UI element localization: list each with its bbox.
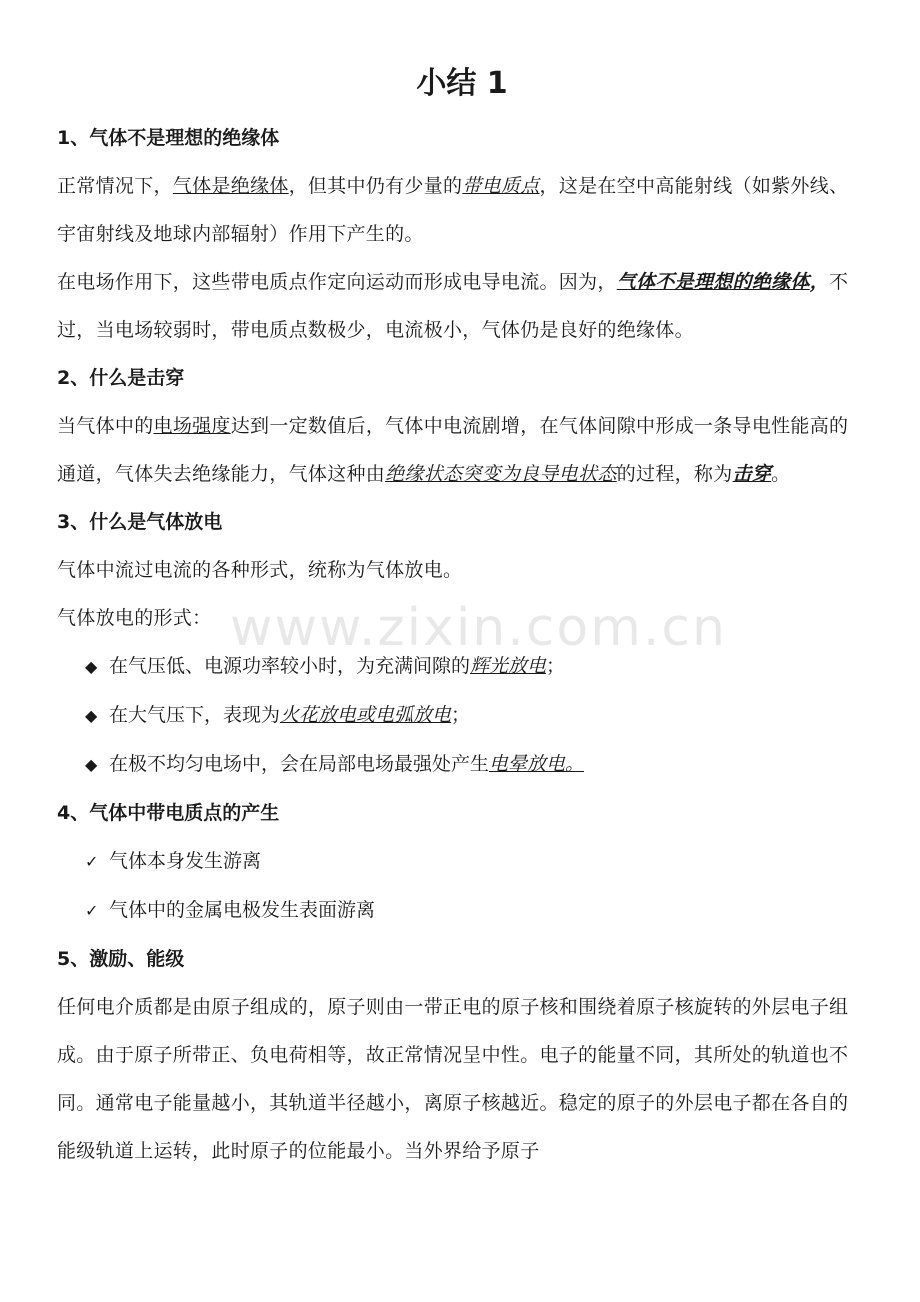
text-run: 气体中的金属电极发生表面游离 bbox=[109, 899, 376, 921]
text-run: 不过，当电场较弱时，带电质点数极少，电流极小，气体仍是良好的绝缘体。 bbox=[57, 271, 849, 341]
text-run: ； bbox=[451, 704, 471, 726]
discharge-forms-list bbox=[57, 642, 867, 789]
emphasized-term: 电晕放电。 bbox=[489, 753, 585, 775]
underlined-term: 气体是绝缘体 bbox=[172, 175, 289, 197]
section-2-paragraph bbox=[57, 402, 867, 498]
section-4-heading: 4、气体中带电质点的产生 bbox=[57, 802, 280, 824]
section-3-heading: 3、什么是气体放电 bbox=[57, 511, 223, 533]
text-run: 达到一定数值后，气体中电流剧增，在气体间隙中形成一条导电性能高的通道，气体失去绝缘能力，气体这种由 bbox=[57, 415, 849, 485]
emphasized-term: 带电质点 bbox=[462, 175, 540, 197]
text-run: 。 bbox=[771, 463, 791, 485]
emphasized-term: 辉光放电 bbox=[470, 655, 547, 677]
text-run: 正常情况下， bbox=[57, 175, 173, 197]
diamond-bullet-icon: ◆ bbox=[85, 657, 98, 676]
text-run: 在电场作用下，这些带电质点作定向运动而形成电导电流。因为， bbox=[57, 271, 617, 293]
list-item bbox=[85, 691, 867, 740]
text-run: 在气压低、电源功率较小时，为充满间隙的 bbox=[109, 655, 471, 677]
section-5-paragraph: 任何电介质都是由原子组成的，原子则由一带正电的原子核和围绕着原子核旋转的外层电子组成。由于原子所带正、负电荷相等，故正常情况呈中性。电子的能量不同，其所处的轨道也不同。通常电子能量越小，其轨道半径越小，离原子核越近。稳定的原子的外层电子都在各自的能级轨道上运转，此时原子的位能最小。当外界给予原子 bbox=[57, 996, 849, 1162]
text-run: ； bbox=[546, 655, 566, 677]
section-1-paragraph-2 bbox=[57, 258, 867, 354]
section-3-paragraph-2: 气体放电的形式： bbox=[57, 607, 212, 629]
emphasized-term: 绝缘状态突变为良导电状态 bbox=[385, 463, 617, 485]
section-3-paragraph-1: 气体中流过电流的各种形式，统称为气体放电。 bbox=[57, 559, 463, 581]
list-item bbox=[85, 837, 867, 886]
text-run: 在大气压下，表现为 bbox=[109, 704, 281, 726]
key-statement: 气体不是理想的绝缘体 bbox=[616, 271, 810, 293]
section-5-heading: 5、激励、能级 bbox=[57, 948, 185, 970]
text-run: 当气体中的 bbox=[57, 415, 154, 437]
watermark: www.zixin.com.cn bbox=[230, 598, 727, 658]
text-run: 气体本身发生游离 bbox=[109, 850, 262, 872]
page-title: 小结 1 bbox=[416, 66, 508, 101]
underlined-term: 电场强度 bbox=[153, 415, 231, 437]
section-2-heading: 2、什么是击穿 bbox=[57, 367, 185, 389]
text-run: ，但其中仍有少量的 bbox=[288, 175, 463, 197]
diamond-bullet-icon: ◆ bbox=[85, 755, 98, 774]
list-item bbox=[85, 886, 867, 935]
diamond-bullet-icon: ◆ bbox=[85, 706, 98, 725]
text-run: ，这是在空中高能射线（如紫外线、宇宙射线及地球内部辐射）作用下产生的。 bbox=[57, 175, 849, 245]
checkmark-bullet-icon: ✓ bbox=[85, 852, 99, 871]
checkmark-bullet-icon: ✓ bbox=[85, 901, 99, 920]
key-term: 击穿 bbox=[732, 463, 772, 485]
section-1-heading: 1、气体不是理想的绝缘体 bbox=[57, 127, 280, 149]
list-item bbox=[85, 740, 867, 789]
section-1-paragraph-1 bbox=[57, 162, 867, 258]
emphasized-term: 火花放电或电弧放电 bbox=[280, 704, 452, 726]
text-run: ， bbox=[809, 271, 830, 293]
charged-particle-sources-list bbox=[57, 837, 867, 935]
text-run: 在极不均匀电场中，会在局部电场最强处产生 bbox=[109, 753, 490, 775]
text-run: 的过程，称为 bbox=[616, 463, 733, 485]
